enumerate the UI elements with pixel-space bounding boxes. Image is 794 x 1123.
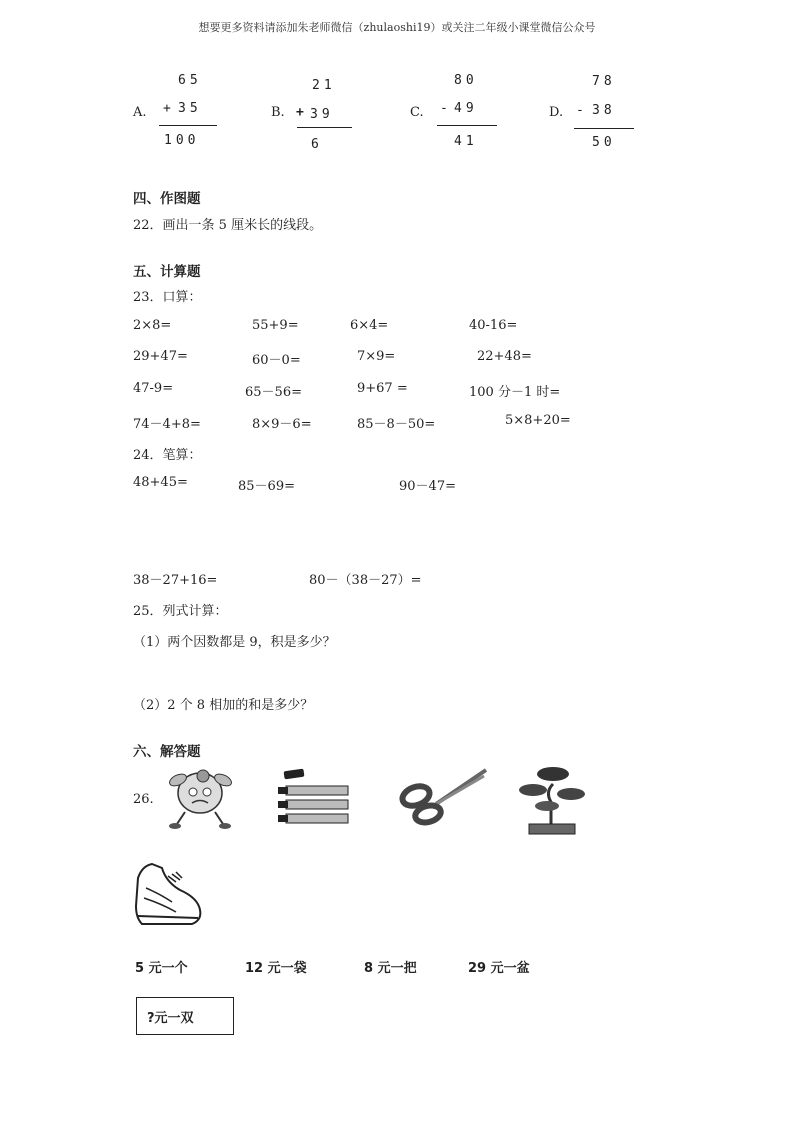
operator: + [296,105,308,120]
price-label: 29 元一盆 [468,961,530,976]
scissors-icon [398,766,488,828]
option-letter: A. [133,105,147,120]
subtrahend: 38 [592,103,616,118]
subtrahend: 49 [454,101,478,116]
written-item: 80－（38－27）= [309,573,422,588]
oral-item: 2×8= [133,318,172,333]
oral-item: 100 分－1 时= [469,385,561,400]
option-letter: D. [549,105,564,120]
minuend: 78 [592,74,616,89]
sneaker-icon [132,858,204,930]
oral-item: 7×9= [357,349,396,364]
oral-item: 40-16= [469,318,518,333]
addend-bottom: 35 [178,101,202,116]
oral-item: 47-9= [133,381,174,396]
question-25-2: （2）2 个 8 相加的和是多少？ [133,698,314,713]
question-22: 22．画出一条 5 厘米长的线段。 [133,218,323,233]
written-item: 85－69= [238,479,295,494]
operator: + [163,101,175,116]
section-title-drawing: 四、作图题 [133,191,201,207]
bonsai-icon [515,764,587,836]
written-item: 38－27+16= [133,573,218,588]
question-23: 23．口算： [133,290,202,305]
markers-icon [276,768,352,828]
operator: - [440,101,452,116]
sum-line [297,127,352,128]
oral-item: 5×8+20= [505,413,571,428]
oral-item: 74－4+8= [133,417,201,432]
price-label: 5 元一个 [135,961,188,976]
section-title-calculation: 五、计算题 [133,264,201,280]
price-label: 12 元一袋 [245,961,307,976]
written-item: 90－47= [399,479,456,494]
oral-item: 65－56= [245,385,302,400]
addend-top: 21 [312,78,336,93]
question-box-label: ?元一双 [147,1011,194,1026]
result: 41 [454,134,478,149]
operator: - [576,103,588,118]
oral-item: 85－8－50= [357,417,436,432]
sum-line [159,125,217,126]
difference-line [437,125,497,126]
oral-item: 22+48= [477,349,532,364]
question-26: 26. [133,792,154,807]
question-25: 25．列式计算： [133,604,228,619]
price-label: 8 元一把 [364,961,417,976]
oral-item: 6×4= [350,318,389,333]
option-letter: C. [410,105,424,120]
question-25-1: （1）两个因数都是 9，积是多少？ [133,635,336,650]
minuend: 80 [454,73,478,88]
difference-line [574,128,634,129]
toy-doll-icon [163,766,238,831]
written-item: 48+45= [133,475,188,490]
result: 6 [311,137,323,152]
question-24: 24．笔算： [133,448,202,463]
oral-item: 55+9= [252,318,299,333]
oral-item: 60－0= [252,353,301,368]
option-letter: B. [271,105,285,120]
result: 100 [164,133,200,148]
section-title-word-problems: 六、解答题 [133,744,201,760]
oral-item: 8×9－6= [252,417,312,432]
oral-item: 9+67 = [357,381,408,396]
addend-top: 65 [178,73,202,88]
addend-bottom: 39 [310,107,334,122]
question-box [136,997,234,1035]
result: 50 [592,135,616,150]
page-header: 想要更多资料请添加朱老师微信（zhulaoshi19）或关注二年级小课堂微信公众号 [198,21,596,34]
oral-item: 29+47= [133,349,188,364]
